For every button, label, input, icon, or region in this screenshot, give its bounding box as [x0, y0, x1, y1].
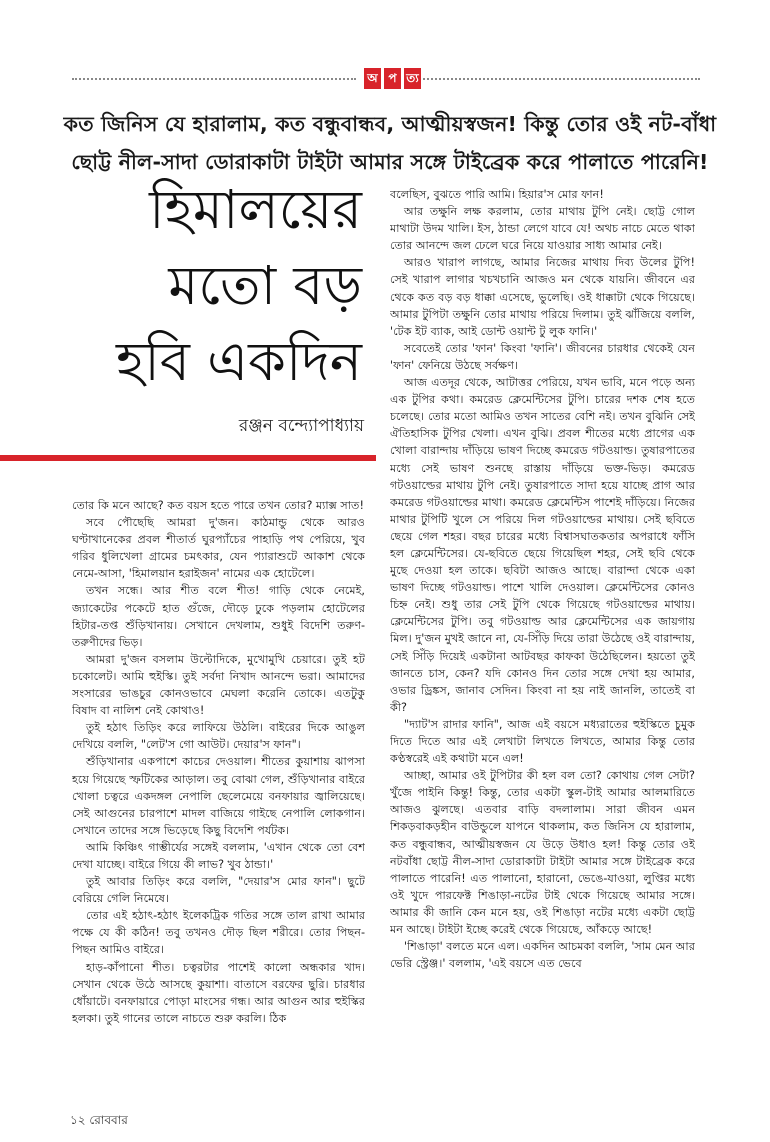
- section-badge-letter: প: [384, 68, 401, 89]
- paragraph: তুই আবার তিড়িং করে বললি, "দেয়ার'স মোর ফান"। ছুটে বেরিয়ে গেলি নিমেষে।: [72, 875, 365, 906]
- paragraph: শুঁড়িখানার একপাশে কাচের দেওয়াল। শীতের কুয়াশায় ঝাপসা হয়ে গিয়েছে স্ফটিকের আড়াল। তবু বোঝা গেল, শুঁড়িখানার বাইরে খোলা চত্বরে একদঙ্গল নেপালি ছেলেমেয়ে বনফায়ার জ্বালিয়েছে। সেই আগুনের চারপাশে মাদল বাজিয়ে গাইছে নেপালি লোকগান। সেখানে তাদের সঙ্গে ভিড়েছে কিছু বিদেশি পর্যটক।: [72, 755, 365, 837]
- paragraph: আমি কিঞ্চিৎ গাম্ভীর্যের সঙ্গেই বললাম, 'এখান থেকে তো বেশ দেখা যাচ্ছে। বাইরে গিয়ে কী লাভ? খুব ঠান্ডা।': [72, 840, 365, 871]
- intro-strapline: [40, 105, 740, 181]
- paragraph: সবে পৌছেছি আমরা দু'জন। কাঠমান্ডু থেকে আরও ঘণ্টাখানেকের প্রবল শীতার্ত ঘুরপ্যাঁচের পাহাড়ি পথ পেরিয়ে, খুব গরিব ধুলিখেলা গ্রামের চমৎকার, যেন প্যারাশুটে আকাশ থেকে নেমে-আসা, 'হিমালয়ান হরাইজন' নামের এক হোটেলে।: [72, 516, 365, 581]
- paragraph: তোর এই হঠাৎ-হঠাৎ ইলেকট্রিক গতির সঙ্গে তাল রাখা আমার পক্ষে যে কী কঠিন! তবু তখনও দৌড় ছিল শরীরে। তোর পিছন-পিছন আমিও বাইরে।: [72, 909, 365, 957]
- section-badge-letter: অ: [364, 68, 381, 89]
- paragraph: তখন সন্ধে। আর শীত বলে শীত! গাড়ি থেকে নেমেই, জ্যাকেটের পকেটে হাত গুঁজে, দৌড়ে ঢুকে পড়লাম হোটেলের হিটার-তপ্ত শুঁড়িখানায়। সেখানে দেখলাম, শুধুই বিদেশি তরুণ-তরুণীদের ভিড়।: [72, 584, 365, 649]
- paragraph: বলেছিস, বুঝতে পারি আমি। হিয়ার'স মোর ফান!: [390, 188, 604, 201]
- section-badge-letter: ত্য: [404, 68, 421, 89]
- top-dotted-rule-right: [416, 78, 700, 80]
- paragraph: সবেতেই তোর 'ফান' কিংবা 'ফানি'। জীবনের চারধার থেকেই যেন 'ফান' ফেনিয়ে উঠছে সর্বক্ষণ।: [390, 341, 695, 372]
- headline-line: হবি একদিন: [116, 330, 362, 393]
- paragraph: তুই হঠাৎ তিড়িং করে লাফিয়ে উঠলি। বাইরের দিকে আঙুল দেখিয়ে বললি, "লেট'স গো আউট। দেয়ার'স ফান"।: [72, 721, 365, 752]
- section-badge: [364, 68, 421, 89]
- paragraph: তোর কি মনে আছে? কত বয়স হতে পারে তখন তোর? ম্যাক্স সাত!: [72, 499, 364, 512]
- paragraph: 'শিঙাড়া' বলতে মনে এল। একদিন আচমকা বললি, 'সাম মেন আর ভেরি স্ট্রেঞ্জ।' বললাম, 'এই বয়সে এত ভেবে: [390, 940, 695, 971]
- paragraph: আরও খারাপ লাগছে, আমার নিজের মাথায় দিব্য উলের টুপি! সেই খারাপ লাগার খচখচানি আজও মন থেকে যায়নি। জীবনে এর থেকে কত বড় বড় ধাক্কা এসেছে, ভুলেছি। ওই ধাক্কাটা থেকে গিয়েছে। আমার টুপিটা তক্ষুনি তোর মাথায় পরিয়ে দিলাম। তুই ঝাঁজিয়ে বললি, 'টেক ইট ব্যাক, আই ডোন্ট ওয়ান্ট টু লুক ফানি।': [390, 256, 695, 338]
- paragraph: আজ এতদূর থেকে, আটাত্তর পেরিয়ে, যখন ভাবি, মনে পড়ে অন্য এক টুপির কথা। কমরেড ক্লেমেন্টিসের টুপি। চারের দশক শেষ হতে চলেছে। তোর মতো আমিও তখন সাতের বেশি নই। তখন বুঝিনি সেই ঐতিহাসিক টুপির খেলা। এখন বুঝি। প্রবল শীতের মধ্যে প্রাগের এক খোলা বারান্দায় দাঁড়িয়ে ভাষণ দিচ্ছে কমরেড গটওয়াল্ড। তুষারপাতের মধ্যে সেই ভাষণ শুনছে রাস্তায় দাঁড়িয়ে ভক্ত-ভিড়। কমরেড গটওয়াল্ডের মাথায় টুপি নেই। তুষারপাতে সাদা হয়ে যাচ্ছে প্রাগ আর কমরেড গটওয়াল্ডের মাথা। কমরেড ক্লেমেন্টিস পাশেই দাঁড়িয়ে। নিজের মাথার টুপিটি খুলে সে পরিয়ে দিল গটওয়াল্ডের মাথায়। সেই ছবিতে ছেয়ে গেল শহর। বছর চারের মধ্যে বিশ্বাসঘাতকতার অপরাধে ফাঁসি হল ক্লেমেন্টিসের। যে-ছবিতে ছেয়ে গিয়েছিল শহর, সেই ছবি থেকে মুছে দেওয়া হল তাকে। ছবিটা আজও আছে। বারান্দা থেকে একা ভাষণ দিচ্ছে গটওয়াল্ড। পাশে খালি দেওয়াল। ক্লেমেন্টিসের কোনও চিহ্ন নেই। শুধু তার সেই টুপি থেকে গিয়েছে গটওয়াল্ডের মাথায়। ক্লেমেন্টিসের টুপি। তবু গটওয়াল্ড আর ক্লেমেন্টিসের এক জায়গায় মিল। দু'জন মুখই জানে না, যে-সিঁড়ি দিয়ে তারা উঠেছে ওই বারান্দায়, সেই সিঁড়ি দিয়েই একটানা আটবছর কাফকা উঠেছিলেন। হয়তো তুই জানতে চাস, কেন? যদি কোনও দিন তোর সঙ্গে দেখা হয় আমার, ওভার ড্রিঙ্কস, জানাব সেদিন। কিংবা না হয় নাই জানলি, তাতেই বা কী?: [390, 376, 695, 714]
- intro-line: কত জিনিস যে হারালাম, কত বন্ধুবান্ধব, আত্মীয়স্বজন! কিন্তু তোর ওই নট-বাঁধা: [63, 112, 717, 136]
- top-dotted-rule-left: [72, 78, 356, 80]
- author-byline: রঞ্জন বন্দ্যোপাধ্যায়: [238, 416, 364, 436]
- paragraph: হাড়-কাঁপানো শীত। চত্বরটার পাশেই কালো অন্ধকার খাদ। সেখান থেকে উঠে আসছে কুয়াশা। বাতাসে বরফের ছুরি। চারধার ধোঁয়াটে। বনফায়ারে পোড়া মাংসের গন্ধ। আর আগুন আর হুইস্কির হলকা। তুই গানের তালে নাচতে শুরু করলি। ঠিক: [72, 960, 365, 1025]
- page-title: [42, 172, 362, 400]
- headline-line: মতো বড়: [168, 254, 362, 317]
- intro-line: ছোট্ট নীল-সাদা ডোরাকাটা টাইটা আমার সঙ্গে টাইব্রেক করে পালাতে পারেনি!: [71, 150, 709, 174]
- paragraph: "দ্যাট'স রাদার ফানি", আজ এই বয়সে মধ্যরাতের হুইস্কিতে চুমুক দিতে দিতে আর এই লেখাটা লিখতে লিখতে, আমার কিন্তু তোর কণ্ঠস্বরেই এই কথাটা মনে এল!: [390, 717, 695, 766]
- paragraph: আচ্ছা, আমার ওই টুপিটার কী হল বল তো? কোথায় গেল সেটা? খুঁজে পাইনি কিন্তু! কিন্তু, তোর একটা স্কুল-টাই আমার আলমারিতে আজও ঝুলছে। এতবার বাড়ি বদলালাম। সারা জীবন এমন শিকড়বাকড়হীন বাউন্ডুলে যাপনে থাকলাম, কত জিনিস যে হারালাম, কত বন্ধুবান্ধব, আত্মীয়স্বজন যে উড়ে উধাও হল! কিন্তু তোর ওই নটবাঁধা ছোট্ট নীল-সাদা ডোরাকাটা টাইটা আমার সঙ্গে টাইব্রেক করে পালাতে পারেনি! এত পালানো, হারানো, ভেঙে-যাওয়া, লুপ্তির মধ্যে ওই খুদে পারফেক্ট শিঙাড়া-নটের টাই থেকে গিয়েছে আমার সঙ্গে। আমার কী জানি কেন মনে হয়, ওই শিঙাড়া নটের মধ্যে একটা ছোট্ট মন আছে। টাইটা ইচ্ছে করেই থেকে গিয়েছে, আঁকড়ে আছে!: [390, 769, 695, 937]
- article-column-left: [72, 497, 365, 1097]
- red-divider-bar: [0, 455, 376, 461]
- headline-line: হিমালয়ের: [149, 178, 362, 241]
- page-folio: ১২ রোববার: [70, 1113, 128, 1127]
- article-column-right: [390, 186, 695, 1126]
- paragraph: আর তক্ষুনি লক্ষ করলাম, তোর মাথায় টুপি নেই। ছোট্ট গোল মাথাটা উদম খালি। ইস, ঠান্ডা লেগে যাবে যে! অথচ নাচে মেতে থাকা তোর আনন্দে জল ঢেলে ঘরে নিয়ে যাওয়ার সাধ্য আমার নেই।: [390, 205, 695, 253]
- paragraph: আমরা দু'জন বসলাম উল্টোদিকে, মুখোমুখি চেয়ারে। তুই হট চকোলেট। আমি হুইস্কি। তুই সর্বদা নিখাদ আনন্দে ভরা। আমাদের সংসারের ভাঙচুর কোনওভাবে মেঘলা করেনি তোকে। এতটুকু বিষাদ বা নালিশ নেই কোথাও!: [72, 652, 365, 718]
